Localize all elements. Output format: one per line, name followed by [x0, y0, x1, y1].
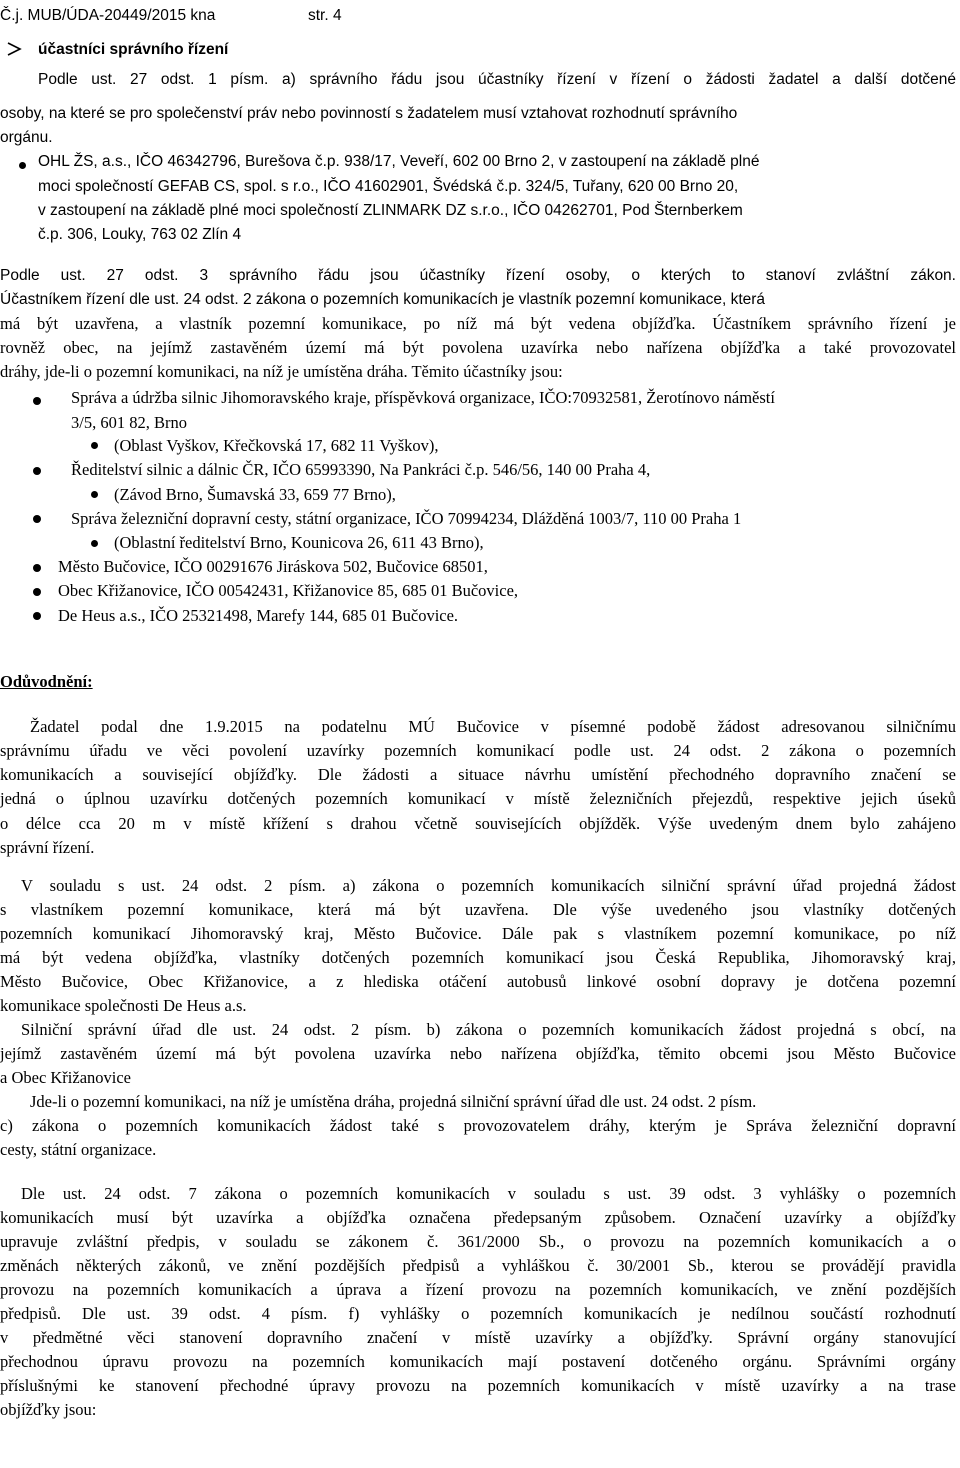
paragraph-line: s vlastníkem pozemní komunikace, která má být uzavřena. Dle výše uvedeného jsou vlastníky dotčených	[0, 900, 956, 919]
paragraph-line: Město Bučovice, Obec Křižanovice, a z hlediska otáčení autobusů linkové osobní dopravy je dotčena pozemní	[0, 972, 956, 991]
bullet-icon	[33, 564, 41, 572]
sub-bullet-icon	[91, 442, 98, 449]
paragraph-line: dráhy, jde-li o pozemní komunikaci, na níž je umístěna dráha. Těmito účastníky jsou:	[0, 362, 563, 381]
participant-item: Správa železniční dopravní cesty, státní organizace, IČO 70994234, Dlážděná 1003/7, 110 00 Praha 1	[71, 509, 742, 528]
document-reference: Č.j. MUB/ÚDA-20449/2015 kna	[0, 7, 216, 24]
paragraph-line: pozemních komunikací Jihomoravský kraj, Město Bučovice. Dále pak s vlastníkem pozemní komunikace, po níž	[0, 924, 956, 943]
paragraph-line: přechodnou úpravu provozu na pozemních komunikacích mají postavení dotčeného orgánu. Správními orgány	[0, 1352, 956, 1371]
bullet-icon	[33, 515, 41, 523]
participant-item: De Heus a.s., IČO 25321498, Marefy 144, 685 01 Bučovice.	[58, 606, 459, 625]
paragraph-line: má být vedena objížďka, vlastníky dotčených pozemních komunikací jsou Česká Republika, Jihomoravský kraj,	[0, 948, 956, 967]
paragraph-line: Žadatel podal dne 1.9.2015 na podatelnu MÚ Bučovice v písemné podobě žádost adresovanou silničnímu	[30, 717, 956, 736]
participant-item: Správa a údržba silnic Jihomoravského kraje, příspěvková organizace, IČO:70932581, Žerotínovo náměstí	[71, 388, 775, 407]
paragraph-line: správnímu úřadu ve věci povolení uzavírky pozemních komunikací podle ust. 24 odst. 2 zákona o pozemních	[0, 741, 956, 760]
paragraph-line: komunikace společnosti De Heus a.s.	[0, 996, 247, 1015]
paragraph-line: rovněž obec, na jejímž zastavěném území má být povolena uzavírka nebo nařízena objížďka a také provozovatel	[0, 338, 956, 357]
reasoning-heading: Odůvodnění:	[0, 672, 93, 691]
paragraph-line: Účastníkem řízení dle ust. 24 odst. 2 zákona o pozemních komunikacích je vlastník pozemní komunikace, která	[0, 291, 766, 308]
applicant-line: OHL ŽS, a.s., IČO 46342796, Burešova č.p. 938/17, Veveří, 602 00 Brno 2, v zastoupení na základě plné	[38, 153, 760, 170]
sub-bullet-icon	[91, 491, 98, 498]
arrow-bullet-icon	[6, 40, 24, 58]
paragraph-line: provozu na pozemních komunikacích a úprava a řízení provozu na pozemních komunikacích, ve znění pozdějších	[0, 1280, 956, 1299]
paragraph-line: a Obec Křižanovice	[0, 1068, 132, 1087]
paragraph-line: změnách některých zákonů, ve znění pozdějších předpisů a vyhláškou č. 30/2001 Sb., kterou se provádějí pravidla	[0, 1256, 956, 1275]
bullet-icon	[19, 162, 26, 169]
paragraph-line: Dle ust. 24 odst. 7 zákona o pozemních komunikacích v souladu s ust. 39 odst. 3 vyhlášky o pozemních	[21, 1184, 956, 1203]
participant-item: 3/5, 601 82, Brno	[71, 413, 187, 432]
bullet-icon	[33, 612, 41, 620]
paragraph-line: jejímž zastavěném území má být povolena uzavírka nebo nařízena objížďka, těmito obcemi jsou Město Bučovice	[0, 1044, 956, 1063]
paragraph-line: Jde-li o pozemní komunikaci, na níž je umístěna dráha, projedná silniční správní úřad dle ust. 24 odst. 2 písm.	[30, 1092, 757, 1111]
participant-item: Obec Křižanovice, IČO 00542431, Křižanovice 85, 685 01 Bučovice,	[58, 581, 519, 600]
paragraph-line: komunikacích a související objížďky. Dle žádosti a situace návrhu umístění přechodného dopravního značení se	[0, 765, 956, 784]
paragraph-line: Podle ust. 27 odst. 3 správního řádu jsou účastníky řízení osoby, o kterých to stanoví zvláštní zákon.	[0, 267, 956, 284]
sub-bullet-icon	[91, 540, 98, 547]
paragraph-line: orgánu.	[0, 129, 53, 146]
participant-subitem: (Závod Brno, Šumavská 33, 659 77 Brno),	[114, 485, 396, 504]
paragraph-line: předpisů. Dle ust. 39 odst. 4 písm. f) vyhlášky o pozemních komunikacích je nedílnou součástí rozhodnutí	[0, 1304, 956, 1323]
applicant-line: č.p. 306, Louky, 763 02 Zlín 4	[38, 226, 242, 243]
applicant-line: moci společností GEFAB CS, spol. s r.o., IČO 41602901, Švédská č.p. 324/5, Tuřany, 620 00 Brno 20,	[38, 178, 739, 195]
participant-subitem: (Oblastní ředitelství Brno, Kounicova 26, 611 43 Brno),	[114, 533, 484, 552]
bullet-icon	[33, 588, 41, 596]
paragraph-line: v předmětné věci stanovení dopravního značení v místě uzavírky a objížďky. Správní orgány stanovující	[0, 1328, 956, 1347]
paragraph-line: c) zákona o pozemních komunikacích žádost také s provozovatelem dráhy, kterým je Správa železniční dopravní	[0, 1116, 956, 1135]
applicant-line: v zastoupení na základě plné moci společností ZLINMARK DZ s.r.o., IČO 04262701, Pod Šternberkem	[38, 202, 743, 219]
paragraph-line: o délce cca 20 m v místě křížení s drahou včetně souvisejících objížděk. Výše uvedeným dnem bylo zahájeno	[0, 814, 956, 833]
paragraph-line: upravuje zvláštní předpis, v souladu se zákonem č. 361/2000 Sb., o provozu na pozemních komunikacích a o	[0, 1232, 956, 1251]
paragraph-line: V souladu s ust. 24 odst. 2 písm. a) zákona o pozemních komunikacích silniční správní úřad projedná žádost	[21, 876, 956, 895]
bullet-icon	[33, 467, 41, 475]
paragraph-line: jedná o úplnou uzavírku dotčených pozemních komunikací v místě železničních přejezdů, respektive jejich úseků	[0, 789, 956, 808]
page-number: str. 4	[308, 7, 342, 24]
participant-subitem: (Oblast Vyškov, Křečkovská 17, 682 11 Vyškov),	[114, 436, 439, 455]
paragraph-line: komunikacích musí být uzavírka a objížďka označena předepsaným způsobem. Označení uzavírky a objížďky	[0, 1208, 956, 1227]
paragraph-line: příslušnými ke stanovení přechodné úpravy provozu na pozemních komunikacích v místě uzavírky a na trase	[0, 1376, 956, 1395]
participant-item: Město Bučovice, IČO 00291676 Jiráskova 502, Bučovice 68501,	[58, 557, 488, 576]
paragraph-line: Podle ust. 27 odst. 1 písm. a) správního řádu jsou účastníky řízení v řízení o žádosti žadatel a další dotčené	[38, 71, 956, 88]
paragraph-line: správní řízení.	[0, 838, 95, 857]
paragraph-line: objížďky jsou:	[0, 1400, 97, 1419]
participant-item: Ředitelství silnic a dálnic ČR, IČO 65993390, Na Pankráci č.p. 546/56, 140 00 Praha 4,	[71, 460, 651, 479]
paragraph-line: Silniční správní úřad dle ust. 24 odst. 2 písm. b) zákona o pozemních komunikacích žádost projedná s obcí, na	[21, 1020, 956, 1039]
paragraph-line: osoby, na které se pro společenství práv nebo povinností s žadatelem musí vztahovat rozhodnutí správního	[0, 105, 738, 122]
paragraph-line: cesty, státní organizace.	[0, 1140, 157, 1159]
bullet-icon	[33, 397, 41, 405]
section-heading: účastníci správního řízení	[38, 41, 229, 58]
paragraph-line: má být uzavřena, a vlastník pozemní komunikace, po níž má být vedena objížďka. Účastníkem správního řízení je	[0, 314, 956, 333]
